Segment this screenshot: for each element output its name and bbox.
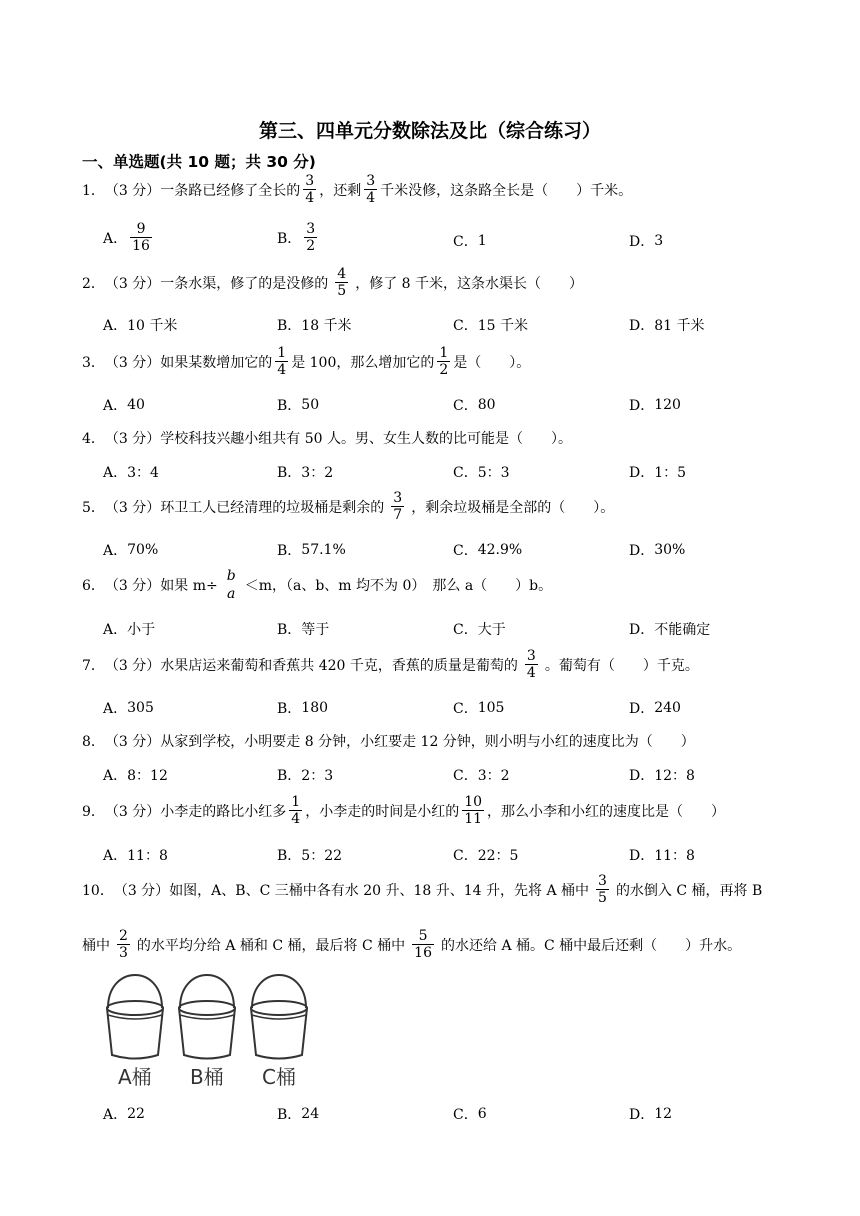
question-text: ＜m，（a、b、m 均不为 0） 那么 a（ ）b。 [244,578,553,594]
option-a[interactable]: A． 70% [103,542,159,559]
question-10 [82,873,762,906]
bucket-a-label: A桶 [118,1065,152,1089]
question-text: 一条路已经修了全长的 [160,182,301,199]
option-d[interactable]: D． 12 [629,1106,673,1123]
question-text: 如图，A、B、C 三桶中各有水 20 升、18 升、14 升，先将 A 桶中 [169,882,590,899]
question-text: ，那么小李和小红的速度比是（ ） [487,803,726,820]
fraction: $\frac{3}{5}$ [598,873,607,906]
question-text: 小李走的路比小红多 [160,803,287,820]
option-b[interactable]: B． 57.1% [277,542,346,559]
question-score: （3 分） [104,803,161,820]
page-title: 第三、四单元分数除法及比（综合练习） [258,120,601,142]
question-score: （3 分） [104,275,161,292]
question-5 [82,490,614,523]
fraction: $\frac{1}{2}$ [439,345,449,378]
option-a[interactable]: A． 305 [103,700,154,717]
fraction: $\frac{10}{11}$ [464,794,483,827]
option-d[interactable]: D． 3 [629,233,664,250]
option-a[interactable]: A． 11：8 [103,848,168,864]
question-6 [82,568,552,602]
question-score: （3 分） [104,431,161,447]
question-text: 是（ ）。 [453,354,531,371]
question-3 [82,345,530,378]
option-c[interactable]: C． 6 [453,1106,487,1123]
fraction: $\frac{3}{4}$ [305,173,315,206]
fraction: $\frac{9}{16}$ [132,221,150,254]
question-text: ，修了 8 千米，这条水渠长（ ） [355,275,584,292]
question-text: 桶中 [82,937,110,954]
question-7 [82,648,699,681]
question-score: （3 分） [104,354,161,371]
option-c[interactable]: C． 大于 [453,622,506,638]
option-d[interactable]: D． 11：8 [629,848,695,864]
bucket-b-icon [179,975,235,1059]
question-number: 7． [82,657,105,674]
option-c[interactable]: C． 1 [453,233,487,250]
option-b[interactable]: B． 50 [277,397,320,414]
question-10-line-2 [82,928,741,961]
fraction: b a [226,568,236,602]
option-a[interactable]: A． 8：12 [103,768,168,784]
fraction: $\frac{4}{5}$ [337,266,347,299]
question-text: 。葡萄有（ ）千克。 [544,657,699,674]
option-b[interactable]: B． 24 [277,1106,320,1123]
question-text: 水果店运来葡萄和香蕉共 420 千克，香蕉的质量是葡萄的 [160,657,518,674]
question-text: ，剩余垃圾桶是全部的（ ）。 [411,499,615,516]
fraction: $\frac{3}{4}$ [366,173,376,206]
question-2 [82,266,583,299]
question-text: 的水平均分给 A 桶和 C 桶，最后将 C 桶中 [136,937,406,954]
option-b[interactable]: B． 5：22 [277,848,343,864]
question-text: 是 100，那么增加它的 [291,354,435,371]
option-b[interactable]: B． $\frac{3}{2}$ [277,221,316,254]
option-b[interactable]: B． 18 千米 [277,318,352,334]
option-d[interactable]: D． 81 千米 [629,318,705,334]
option-c[interactable]: C． 105 [453,700,505,717]
bucket-a-icon [107,975,163,1059]
option-a[interactable]: A． 3：4 [103,465,159,481]
question-text: 学校科技兴趣小组共有 50 人。男、女生人数的比可能是（ ）。 [160,431,572,447]
question-8 [82,731,695,751]
option-a[interactable]: A． 40 [103,397,145,414]
question-score: （3 分） [104,182,161,199]
bucket-c-label: C桶 [262,1065,296,1089]
option-d[interactable]: D． 240 [629,700,681,717]
question-number: 5． [82,499,105,516]
option-d[interactable]: D． 30% [629,542,686,559]
question-number: 1． [82,182,105,199]
question-text: 的水还给 A 桶。C 桶中最后还剩（ ）升水。 [441,937,742,954]
section-heading: 一、单选题(共 10 题；共 30 分) [82,153,316,171]
option-a[interactable]: A． 小于 [103,622,156,638]
question-number: 10． [82,882,114,899]
option-d[interactable]: D． 120 [629,397,681,414]
fraction: $\frac{2}{3}$ [119,928,128,961]
fraction: $\frac{1}{4}$ [291,794,301,827]
option-b[interactable]: B． 2：3 [277,768,334,784]
question-score: （3 分） [104,657,161,674]
fraction: $\frac{3}{4}$ [526,648,536,681]
option-d[interactable]: D． 12：8 [629,768,695,784]
question-text: 一条水渠，修了的是没修的 [160,275,329,292]
question-score: （3 分） [104,499,161,516]
fraction: $\frac{3}{2}$ [306,221,316,254]
option-d[interactable]: D． 1：5 [629,465,687,481]
option-a[interactable]: A． $\frac{9}{16}$ [103,221,150,254]
option-c[interactable]: C． 80 [453,397,496,414]
fraction: $\frac{1}{4}$ [277,345,287,378]
bucket-b-label: B桶 [190,1065,224,1089]
option-d[interactable]: D． 不能确定 [629,622,711,638]
question-text: 如果 m÷ [160,578,218,594]
option-b[interactable]: B． 等于 [277,622,330,638]
question-text: 千米没修，这条路全长是（ ）千米。 [380,182,633,199]
question-score: （3 分） [113,882,170,899]
question-number: 9． [82,803,105,820]
fraction: $\frac{5}{16}$ [414,928,432,961]
question-score: （3 分） [104,734,161,750]
question-number: 4． [82,431,105,447]
option-b[interactable]: B． 3：2 [277,465,334,481]
question-text: ，还剩 [319,182,362,199]
option-c[interactable]: C． 5：3 [453,465,510,481]
question-score: （3 分） [104,578,161,594]
question-text: 的水倒入 C 桶，再将 B [615,882,763,899]
option-a[interactable]: A． 10 千米 [103,318,178,334]
bucket-c-icon [251,975,307,1059]
option-c[interactable]: C． 15 千米 [453,318,528,334]
fraction: $\frac{3}{7}$ [393,490,403,523]
question-9 [82,794,725,827]
buckets-figure [100,970,310,1090]
option-c[interactable]: C． 3：2 [453,768,510,784]
question-1 [82,173,632,206]
option-c[interactable]: C． 22：5 [453,848,519,864]
question-4 [82,428,572,448]
question-number: 3． [82,354,105,371]
question-number: 6． [82,578,105,594]
option-a[interactable]: A． 22 [103,1106,145,1123]
question-text: ，小李走的时间是小红的 [305,803,460,820]
option-c[interactable]: C． 42.9% [453,542,523,559]
question-text: 环卫工人已经清理的垃圾桶是剩余的 [160,499,385,516]
question-text: 从家到学校，小明要走 8 分钟，小红要走 12 分钟，则小明与小红的速度比为（ ） [160,734,695,750]
question-number: 2． [82,275,105,292]
option-b[interactable]: B． 180 [277,700,329,717]
question-text: 如果某数增加它的 [160,354,273,371]
question-number: 8． [82,734,105,750]
